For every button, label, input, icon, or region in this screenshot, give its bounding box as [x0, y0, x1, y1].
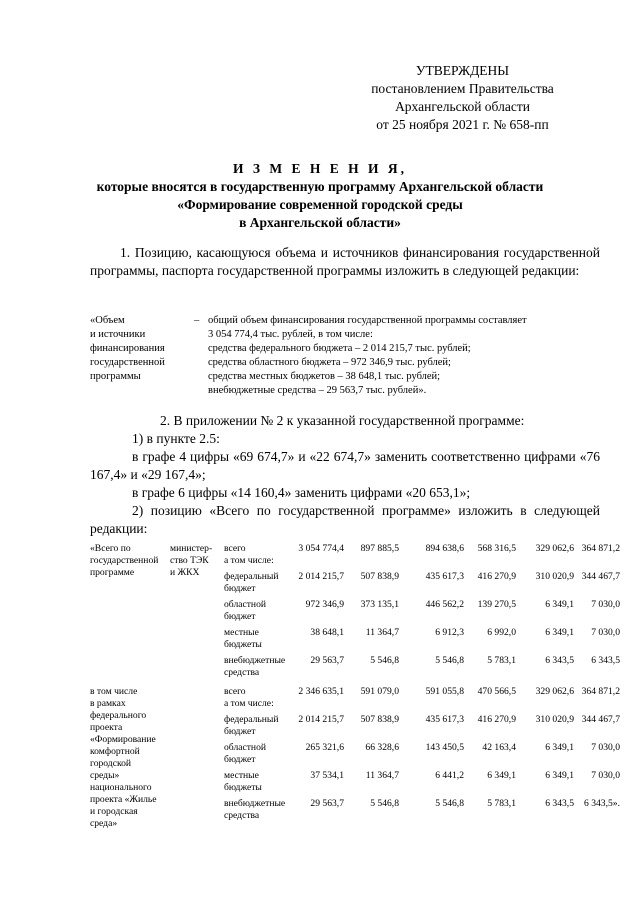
passport-label-line: программы — [90, 371, 141, 382]
label-line: в том числе — [90, 686, 138, 697]
source-line: бюджет — [224, 611, 256, 622]
table-value-cell: 5 546,8 — [370, 655, 399, 666]
table-value-cell: 5 783,1 — [487, 655, 516, 666]
source-line: бюджет — [224, 726, 256, 737]
label-line: государственной — [90, 555, 159, 566]
paragraph-5: в графе 6 цифры «14 160,4» заменить цифрами «20 653,1»; — [132, 485, 471, 500]
approval-line: Архангельской области — [395, 99, 530, 114]
table-value-cell: 470 566,5 — [477, 686, 516, 697]
passport-label-line: государственной — [90, 357, 165, 368]
executor-line: ство ТЭК — [170, 555, 209, 566]
source-line: внебюджетные — [224, 655, 286, 666]
table-value-cell: 6 349,1 — [545, 627, 574, 638]
table-value-cell: 507 838,9 — [360, 571, 399, 582]
source-line: всего — [224, 686, 246, 697]
passport-text-line: средства федерального бюджета – 2 014 215,7 тыс. рублей; — [208, 343, 471, 354]
table-value-cell: 7 030,0 — [591, 599, 620, 610]
label-line: среды» — [90, 770, 120, 781]
label-line: комфортной — [90, 746, 140, 757]
table-value-cell: 265 321,6 — [305, 742, 344, 753]
passport-text-line: средства местных бюджетов – 38 648,1 тыс. рублей; — [208, 371, 441, 382]
title-line: в Архангельской области» — [239, 215, 401, 230]
table-value-cell: 29 563,7 — [310, 798, 344, 809]
source-line: областной — [224, 742, 267, 753]
table-value-cell: 7 030,0 — [591, 742, 620, 753]
table-value-cell: 364 871,2 — [581, 543, 620, 554]
table-value-cell: 2 014 215,7 — [298, 571, 344, 582]
table-value-cell: 972 346,9 — [305, 599, 344, 610]
table-value-cell: 42 163,4 — [482, 742, 516, 753]
paragraph-1: 1. Позицию, касающуюся объема и источников финансирования государственной программы, паспорта государственной программы изложить в следующей редакции: — [90, 245, 600, 278]
table-value-cell: 6 349,1 — [545, 742, 574, 753]
title-line: «Формирование современной городской среды — [177, 197, 463, 212]
table-value-cell: 5 546,8 — [435, 655, 464, 666]
label-line: федерального — [90, 710, 147, 721]
source-line: всего — [224, 543, 246, 554]
source-line: внебюджетные — [224, 798, 286, 809]
table-value-cell: 2 346 635,1 — [298, 686, 344, 697]
title-line: И З М Е Н Е Н И Я, — [232, 161, 407, 176]
source-line: местные — [224, 627, 259, 638]
table-value-cell: 66 328,6 — [365, 742, 399, 753]
table-value-cell: 5 546,8 — [435, 798, 464, 809]
table-value-cell: 6 343,5 — [545, 798, 574, 809]
passport-label-line: финансирования — [90, 343, 165, 354]
table-value-cell: 38 648,1 — [310, 627, 344, 638]
approval-line: УТВЕРЖДЕНЫ — [415, 63, 510, 78]
source-line: бюджет — [224, 754, 256, 765]
table-value-cell: 11 364,7 — [365, 770, 399, 781]
table-value-cell: 29 563,7 — [310, 655, 344, 666]
table-value-cell: 5 783,1 — [487, 798, 516, 809]
label-line: национального — [90, 782, 152, 793]
table-value-cell: 6 349,1 — [487, 770, 516, 781]
table-executor — [170, 543, 220, 579]
table-value-cell: 37 534,1 — [310, 770, 344, 781]
label-line: городской — [90, 758, 132, 769]
table-value-cell: 7 030,0 — [591, 627, 620, 638]
table-value-cell: 435 617,3 — [425, 714, 464, 725]
passport-text-line: 3 054 774,4 тыс. рублей, в том числе: — [208, 329, 373, 340]
passport-text-line: общий объем финансирования государственной программы составляет — [208, 315, 527, 326]
table-value-cell: 344 467,7 — [581, 714, 620, 725]
label-line: и городская — [90, 806, 138, 817]
table-value-cell: 6 343,5». — [584, 798, 620, 809]
paragraph-6: 2) позицию «Всего по государственной программе» изложить в следующей редакции: — [90, 503, 600, 536]
document-title — [60, 160, 580, 232]
source-line: бюджеты — [224, 639, 262, 650]
table-value-cell: 416 270,9 — [477, 571, 516, 582]
source-line: а том числе: — [224, 698, 274, 709]
label-line: проекта — [90, 722, 123, 733]
table-value-cell: 435 617,3 — [425, 571, 464, 582]
label-line: проекта «Жилье — [90, 794, 157, 805]
table-value-cell: 897 885,5 — [360, 543, 399, 554]
table-value-cell: 894 638,6 — [425, 543, 464, 554]
label-line: «Формирование — [90, 734, 156, 745]
source-line: средства — [224, 667, 260, 678]
passport-label — [90, 314, 190, 384]
table-row-label-total — [90, 543, 172, 579]
table-value-cell: 139 270,5 — [477, 599, 516, 610]
table-value-cell: 6 343,5 — [545, 655, 574, 666]
label-line: программе — [90, 567, 135, 578]
table-value-cell: 3 054 774,4 — [298, 543, 344, 554]
table-value-cell: 446 562,2 — [425, 599, 464, 610]
paragraph-4: в графе 4 цифры «69 674,7» и «22 674,7» заменить соответственно цифрами «76 167,4» и «29 167,4»; — [90, 449, 600, 482]
passport-text-line: средства областного бюджета – 972 346,9 тыс. рублей; — [208, 357, 451, 368]
table-value-cell: 507 838,9 — [360, 714, 399, 725]
source-line: федеральный — [224, 571, 279, 582]
title-line: которые вносятся в государственную программу Архангельской области — [96, 179, 544, 194]
executor-line: министер- — [170, 543, 213, 554]
table-value-cell: 2 014 215,7 — [298, 714, 344, 725]
passport-dash: – — [194, 315, 200, 326]
passport-label-line: и источники — [90, 329, 146, 340]
source-line: областной — [224, 599, 267, 610]
source-line: бюджеты — [224, 782, 262, 793]
source-line: местные — [224, 770, 259, 781]
table-value-cell: 5 546,8 — [370, 798, 399, 809]
source-line: а том числе: — [224, 555, 274, 566]
label-line: «Всего по — [90, 543, 131, 554]
table-value-cell: 11 364,7 — [365, 627, 399, 638]
table-value-cell: 591 055,8 — [425, 686, 464, 697]
table-value-cell: 329 062,6 — [535, 686, 574, 697]
table-value-cell: 6 992,0 — [487, 627, 516, 638]
approval-line: постановлением Правительства — [371, 81, 554, 96]
passport-text — [208, 314, 608, 398]
table-value-cell: 143 450,5 — [425, 742, 464, 753]
table-value-cell: 364 871,2 — [581, 686, 620, 697]
passport-label-line: «Объем — [90, 315, 125, 326]
table-value-cell: 568 316,5 — [477, 543, 516, 554]
paragraph-2: 2. В приложении № 2 к указанной государственной программе: — [160, 413, 525, 428]
table-value-cell: 310 020,9 — [535, 571, 574, 582]
table-value-cell: 310 020,9 — [535, 714, 574, 725]
approval-line: от 25 ноября 2021 г. № 658-пп — [376, 117, 549, 132]
passport-text-line: внебюджетные средства – 29 563,7 тыс. рублей». — [208, 385, 427, 396]
table-row-label-federal-project — [90, 686, 172, 830]
executor-line: и ЖКХ — [170, 567, 200, 578]
table-value-cell: 6 441,2 — [435, 770, 464, 781]
source-line: средства — [224, 810, 260, 821]
table-value-cell: 6 343,5 — [591, 655, 620, 666]
table-value-cell: 344 467,7 — [581, 571, 620, 582]
source-line: федеральный — [224, 714, 279, 725]
table-value-cell: 7 030,0 — [591, 770, 620, 781]
table-value-cell: 6 349,1 — [545, 770, 574, 781]
source-line: бюджет — [224, 583, 256, 594]
table-value-cell: 6 912,3 — [435, 627, 464, 638]
table-value-cell: 6 349,1 — [545, 599, 574, 610]
approval-stamp — [360, 62, 565, 134]
table-value-cell: 373 135,1 — [360, 599, 399, 610]
label-line: среда» — [90, 818, 118, 829]
table-value-cell: 416 270,9 — [477, 714, 516, 725]
paragraph-3: 1) в пункте 2.5: — [132, 431, 220, 446]
label-line: в рамках — [90, 698, 126, 709]
table-value-cell: 329 062,6 — [535, 543, 574, 554]
table-value-cell: 591 079,0 — [360, 686, 399, 697]
